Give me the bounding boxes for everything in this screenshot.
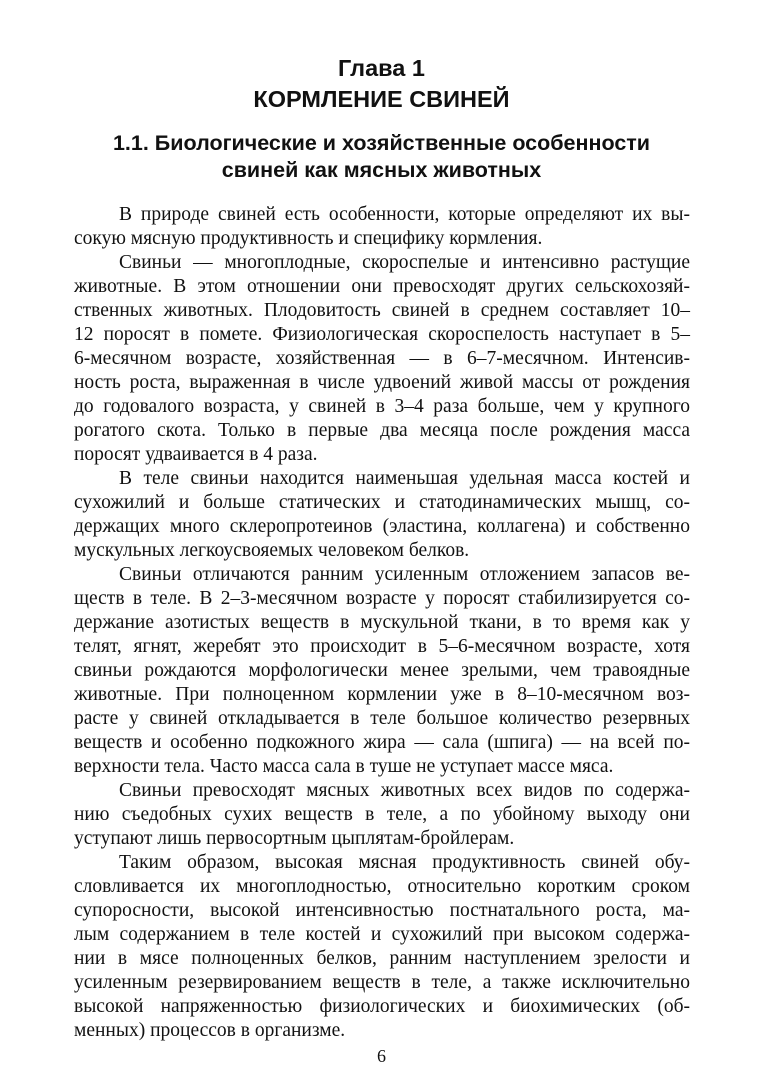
text-line: Свиньи — многоплодные, скороспелые и интенсивно растущие xyxy=(119,252,690,273)
text-line: поросят удваивается в 4 раза. xyxy=(74,444,318,465)
text-line: В теле свиньи находится наименьшая удельная масса костей и xyxy=(119,468,690,489)
text-line: лым содержанием в теле костей и сухожилий при высоком содержа- xyxy=(74,924,690,945)
text-line: супоросности, высокой интенсивностью постнатального роста, ма- xyxy=(74,900,690,921)
chapter-title: КОРМЛЕНИЕ СВИНЕЙ xyxy=(253,86,510,112)
chapter-label: Глава 1 xyxy=(338,55,425,81)
text-line: усиленным резервированием веществ в теле, а также исключительно xyxy=(74,972,690,993)
text-line: ность роста, выраженная в числе удвоений живой массы от рождения xyxy=(74,372,690,393)
text-line: рогатого скота. Только в первые два месяца после рождения масса xyxy=(74,420,690,441)
text-line: высокой напряженностью физиологических и биохимических (об- xyxy=(74,996,690,1017)
text-line: держание азотистых веществ в мускульной ткани, в то время как у xyxy=(74,612,690,633)
text-line: сокую мясную продуктивность и специфику кормления. xyxy=(74,228,543,249)
text-line: менных) процессов в организме. xyxy=(74,1020,346,1041)
text-line: нии в мясе полноценных белков, ранним наступлением зрелости и xyxy=(74,948,690,969)
section-title-line-2: свиней как мясных животных xyxy=(221,158,542,182)
text-line: свиньи рождаются морфологически менее зрелыми, чем травоядные xyxy=(74,660,690,681)
text-line: Свиньи отличаются ранним усиленным отложением запасов ве- xyxy=(119,564,690,585)
text-line: уступают лишь первосортным цыплятам-бройлерам. xyxy=(74,828,515,849)
text-line: нию съедобных сухих веществ в теле, а по убойному выходу они xyxy=(74,804,690,825)
text-line: Таким образом, высокая мясная продуктивность свиней обу- xyxy=(119,852,690,873)
text-line: до годовалого возраста, у свиней в 3–4 раза больше, чем у крупного xyxy=(74,396,690,417)
text-line: словливается их многоплодностью, относительно коротким сроком xyxy=(74,876,690,897)
text-line: животные. При полноценном кормлении уже в 8–10-месячном воз- xyxy=(74,684,690,705)
text-line: животные. В этом отношении они превосходят других сельскохозяй- xyxy=(74,276,690,297)
text-line: Свиньи превосходят мясных животных всех видов по содержа- xyxy=(119,780,690,801)
text-line: ственных животных. Плодовитость свиней в среднем составляет 10– xyxy=(74,300,690,321)
text-line: мускульных легкоусвояемых человеком белков. xyxy=(74,540,470,561)
text-line: В природе свиней есть особенности, которые определяют их вы- xyxy=(119,204,690,225)
text-line: держащих много склеропротеинов (эластина, коллагена) и собственно xyxy=(74,516,690,537)
text-line: расте у свиней откладывается в теле большое количество резервных xyxy=(74,708,690,729)
text-line: сухожилий и больше статических и статодинамических мышц, со- xyxy=(74,492,690,513)
section-title-line-1: 1.1. Биологические и хозяйственные особенности xyxy=(112,131,651,155)
page-number: 6 xyxy=(377,1046,386,1066)
text-line: веществ и особенно подкожного жира — сала (шпига) — на всей по- xyxy=(74,732,690,753)
text-line: 6-месячном возрасте, хозяйственная — в 6–7-месячном. Интенсив- xyxy=(74,348,690,369)
text-line: ществ в теле. В 2–3-месячном возрасте у поросят стабилизируется со- xyxy=(74,588,690,609)
text-line: верхности тела. Часто масса сала в туше не уступает массе мяса. xyxy=(74,756,614,777)
text-line: телят, ягнят, жеребят это происходит в 5–6-месячном возрасте, хотя xyxy=(74,636,690,657)
text-line: 12 поросят в помете. Физиологическая скороспелость наступает в 5– xyxy=(74,324,690,345)
